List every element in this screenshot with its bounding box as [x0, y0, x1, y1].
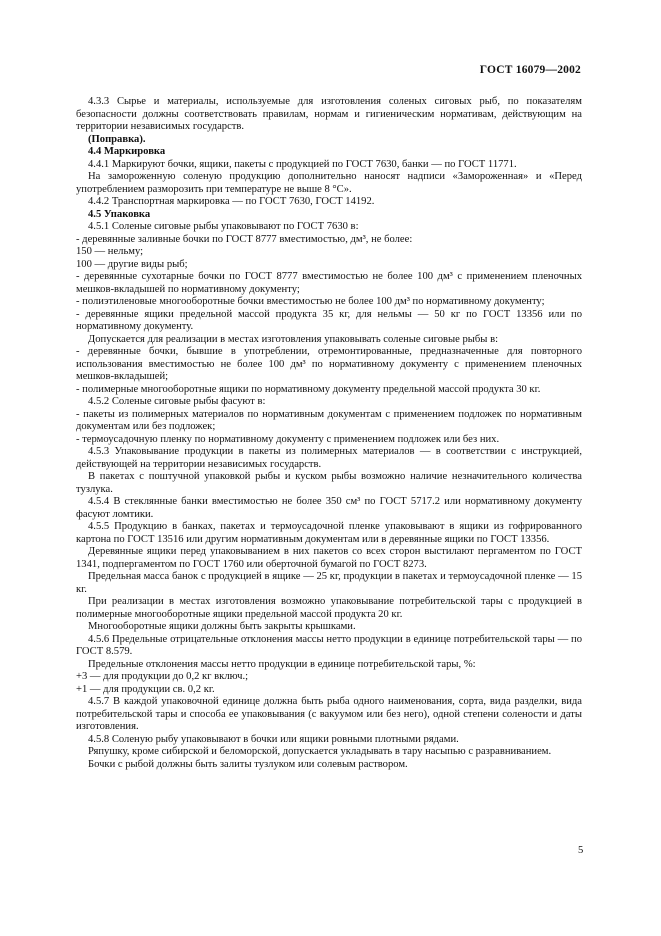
body-paragraph: 4.5.3 Упаковывание продукции в пакеты из полимерных материалов — в соответствии с инструкцией, действующей на территории независимых государств. [76, 446, 582, 470]
body-paragraph: - полимерные многооборотные ящики по нормативному документу предельной массой продукта 30 кг. [76, 383, 541, 395]
body-paragraph: - термоусадочную пленку по нормативному документу с применением подложек или без них. [76, 433, 500, 445]
body-paragraph: Предельная масса банок с продукцией в ящике — 25 кг, продукции в пакетах и термоусадочной пленке — 15 кг. [76, 571, 582, 595]
body-paragraph: 4.4.1 Маркируют бочки, ящики, пакеты с продукцией по ГОСТ 7630, банки — по ГОСТ 11771. [88, 158, 517, 170]
body-paragraph: 4.5.2 Соленые сиговые рыбы фасуют в: [88, 396, 266, 407]
body-paragraph: Бочки с рыбой должны быть залиты тузлуком или солевым раствором. [88, 758, 408, 770]
body-paragraph: 4.5.6 Предельные отрицательные отклонения массы нетто продукции в единице потребительской тары — по ГОСТ 8.579. [76, 633, 582, 657]
body-paragraph: - деревянные заливные бочки по ГОСТ 8777 вместимостью, дм³, не более: [76, 233, 413, 245]
body-paragraph: 4.5.7 В каждой упаковочной единице должна быть рыба одного наименования, сорта, вида разделки, вида потребительской тары и способа ее упаковывания (с вакуумом или без него), одной степени солености и даты изготовления. [76, 696, 582, 732]
body-paragraph: На замороженную соленую продукцию дополнительно наносят надписи «Замороженная» и «Перед употреблением разморозить при температуре не выше 8 °С». [76, 171, 582, 195]
body-paragraph: 4.5.8 Соленую рыбу упаковывают в бочки или ящики ровными плотными рядами. [88, 733, 459, 745]
body-paragraph: 150 — нельму; [76, 246, 144, 257]
body-paragraph: Допускается для реализации в местах изготовления упаковывать соленые сиговые рыбы в: [88, 333, 499, 345]
page-number: 5 [578, 845, 584, 856]
body-paragraph: +1 — для продукции св. 0,2 кг. [76, 683, 215, 695]
body-paragraph: 4.5.5 Продукцию в банках, пакетах и термоусадочной пленке упаковывают в ящики из гофрированного картона по ГОСТ 13516 или другим нормативным документам или в деревянные ящики по ГОСТ 13356. [76, 521, 582, 545]
body-paragraph: 4.5.4 В стеклянные банки вместимостью не более 350 см³ по ГОСТ 5717.2 или нормативному документу фасуют ломтики. [76, 496, 582, 520]
body-paragraph: Многооборотные ящики должны быть закрыты крышками. [88, 621, 356, 632]
document-body [76, 96, 582, 771]
body-paragraph: - пакеты из полимерных материалов по нормативным документам с применением подложек по нормативным документам или без подложек; [76, 408, 582, 432]
section-heading: 4.4 Маркировка [88, 146, 166, 157]
body-paragraph: +3 — для продукции до 0,2 кг включ.; [76, 671, 249, 682]
body-paragraph: 4.5.1 Соленые сиговые рыбы упаковывают по ГОСТ 7630 в: [88, 221, 359, 232]
body-paragraph: При реализации в местах изготовления возможно упаковывание потребительской тары с продукцией в полимерные многооборотные ящики предельной массой продукта 20 кг. [76, 596, 582, 620]
body-paragraph: Ряпушку, кроме сибирской и беломорской, допускается укладывать в тару насыпью с разравниванием. [88, 746, 552, 757]
body-paragraph: - деревянные ящики предельной массой продукта 35 кг, для нельмы — 50 кг по ГОСТ 13356 или по нормативному документу. [76, 308, 582, 332]
body-paragraph: - полиэтиленовые многооборотные бочки вместимостью не более 100 дм³ по нормативному документу; [76, 296, 545, 307]
body-paragraph: 100 — другие виды рыб; [76, 258, 188, 270]
section-heading: 4.5 Упаковка [88, 208, 151, 220]
body-paragraph: - деревянные сухотарные бочки по ГОСТ 8777 вместимостью не более 100 дм³ с применением пленочных мешков-вкладышей по нормативному документу; [76, 271, 582, 295]
section-heading: (Поправка). [88, 133, 146, 145]
body-paragraph: 4.3.3 Сырье и материалы, используемые для изготовления соленых сиговых рыб, по показателям безопасности должны соответствовать правилам, нормам и гигиеническим нормативам, действующим на территории независимых государств. [76, 96, 582, 132]
document-header: ГОСТ 16079—2002 [479, 64, 581, 76]
body-paragraph: Деревянные ящики перед упаковыванием в них пакетов со всех сторон выстилают пергаментом по ГОСТ 1341, подпергаментом по ГОСТ 1760 или оберточной бумагой по ГОСТ 8273. [76, 546, 582, 570]
body-paragraph: - деревянные бочки, бывшие в употреблении, отремонтированные, предназначенные для повторного использования вместимостью не более 100 дм³ по нормативному документу с применением пленочных мешков-вкладышей; [76, 346, 582, 382]
body-paragraph: В пакетах с поштучной упаковкой рыбы и куском рыбы возможно наличие незначительного количества тузлука. [76, 471, 582, 495]
body-paragraph: 4.4.2 Транспортная маркировка — по ГОСТ 7630, ГОСТ 14192. [88, 196, 375, 207]
body-paragraph: Предельные отклонения массы нетто продукции в единице потребительской тары, %: [88, 658, 476, 670]
